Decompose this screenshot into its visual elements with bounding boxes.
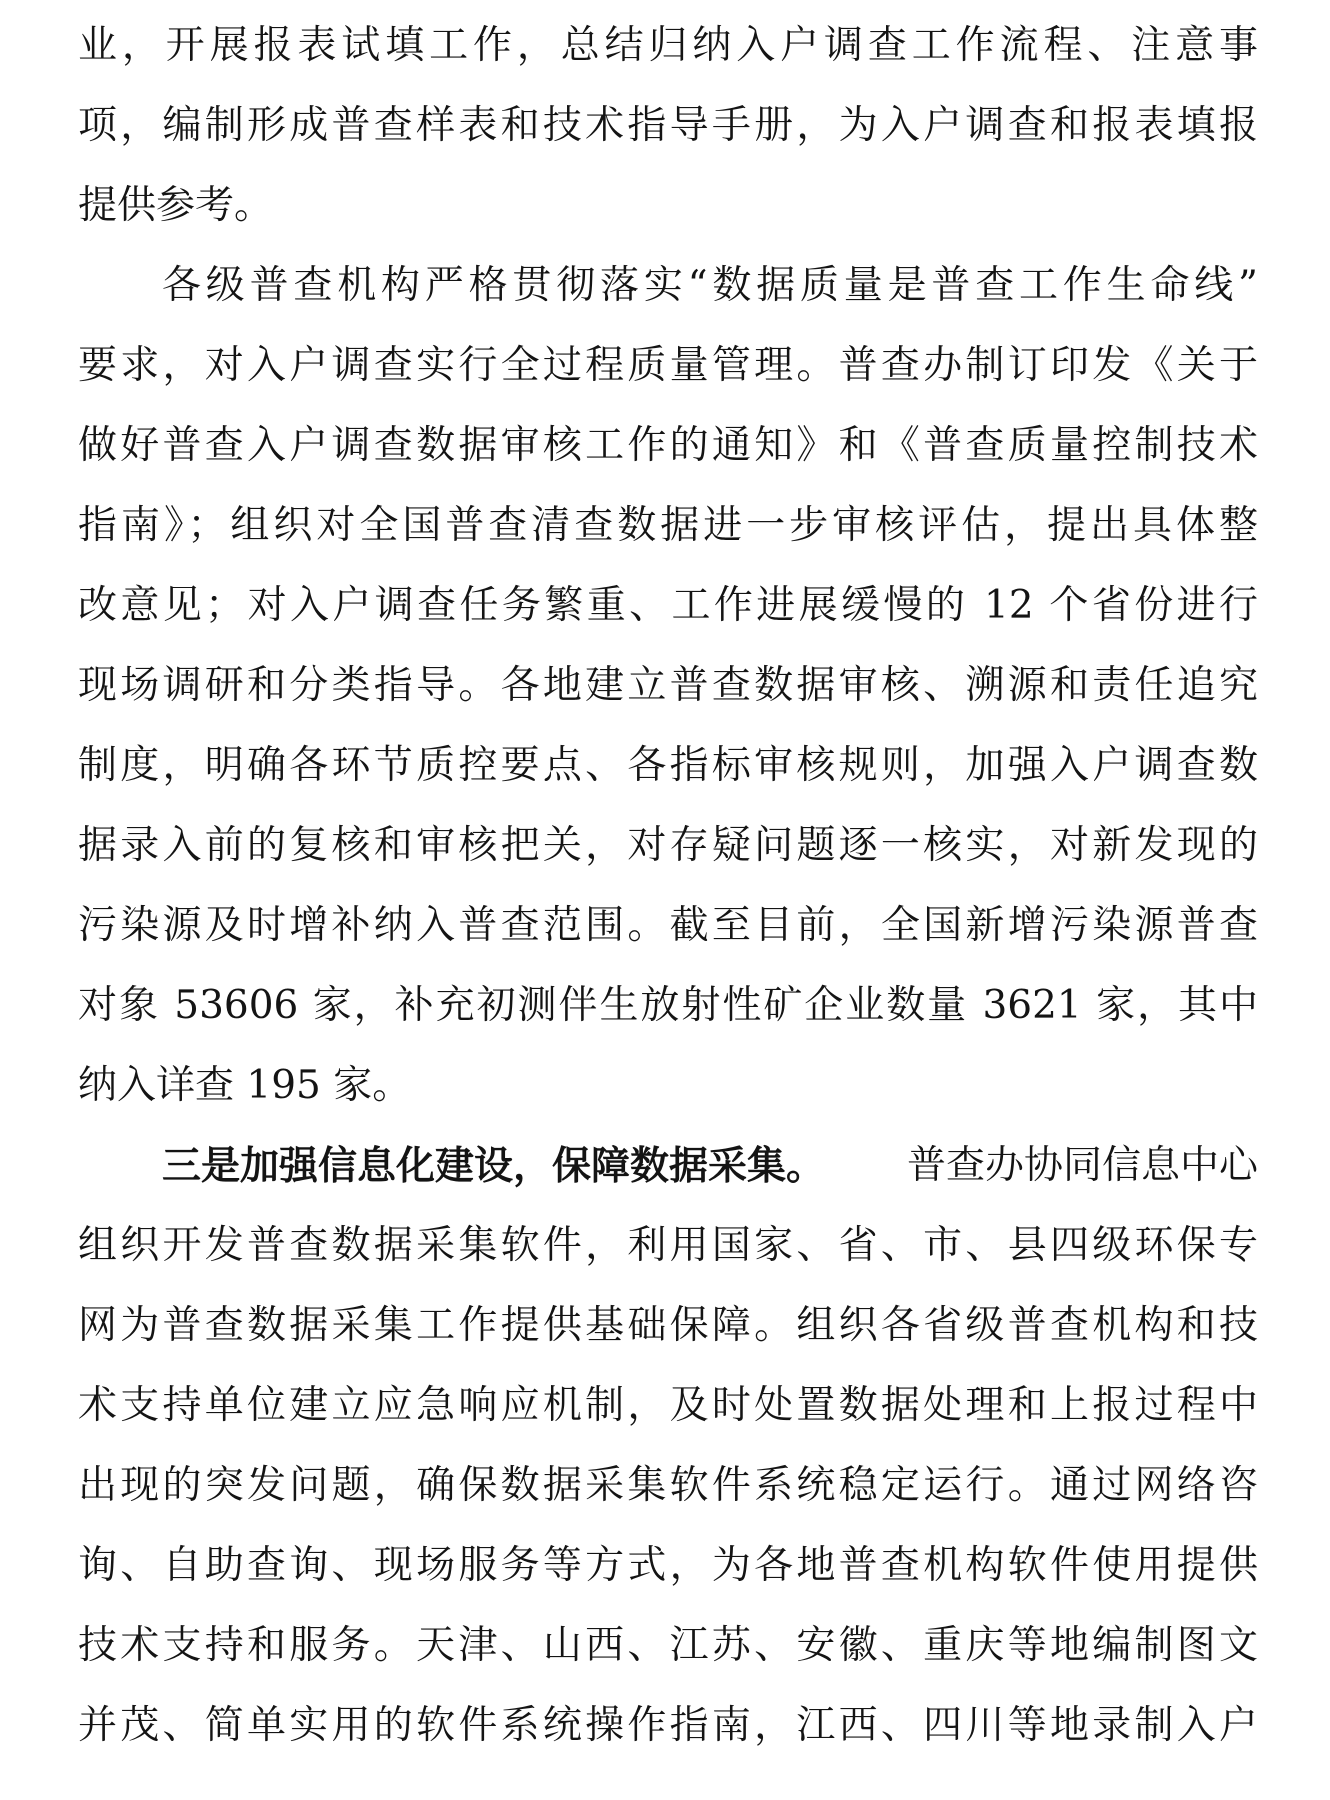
- text-line: 提供参考。: [78, 183, 274, 228]
- text-line: 询、自助查询、现场服务等方式，为各地普查机构软件使用提供: [78, 1543, 1258, 1588]
- text-line: 并茂、简单实用的软件系统操作指南，江西、四川等地录制入户: [78, 1703, 1258, 1748]
- text-line: 要求，对入户调查实行全过程质量管理。普查办制订印发《关于: [78, 343, 1258, 388]
- text-line: 业，开展报表试填工作，总结归纳入户调查工作流程、注意事: [78, 23, 1258, 68]
- text-line: 技术支持和服务。天津、山西、江苏、安徽、重庆等地编制图文: [78, 1623, 1258, 1668]
- text-line: 改意见；对入户调查任务繁重、工作进展缓慢的 12 个省份进行: [78, 583, 1258, 628]
- text-line: 指南》；组织对全国普查清查数据进一步审核评估，提出具体整: [78, 503, 1258, 548]
- text-line: 各级普查机构严格贯彻落实“数据质量是普查工作生命线”: [162, 263, 1258, 308]
- section-heading: 三是加强信息化建设，保障数据采集。: [162, 1143, 826, 1189]
- text-line: 据录入前的复核和审核把关，对存疑问题逐一核实，对新发现的: [78, 823, 1258, 868]
- text-line: 对象 53606 家，补充初测伴生放射性矿企业数量 3621 家，其中: [78, 983, 1258, 1028]
- text-line: 术支持单位建立应急响应机制，及时处置数据处理和上报过程中: [78, 1383, 1258, 1428]
- text-line: 做好普查入户调查数据审核工作的通知》和《普查质量控制技术: [78, 423, 1258, 468]
- section-line: [162, 1141, 1258, 1191]
- text-line: 制度，明确各环节质控要点、各指标审核规则，加强入户调查数: [78, 743, 1258, 788]
- text-line: 网为普查数据采集工作提供基础保障。组织各省级普查机构和技: [78, 1303, 1258, 1348]
- text-line: 组织开发普查数据采集软件，利用国家、省、市、县四级环保专: [78, 1223, 1258, 1268]
- text-fragment: 普查办协同信息中心: [906, 1143, 1258, 1188]
- text-line: 污染源及时增补纳入普查范围。截至目前，全国新增污染源普查: [78, 903, 1258, 948]
- text-line: 出现的突发问题，确保数据采集软件系统稳定运行。通过网络咨: [78, 1463, 1258, 1508]
- text-line: 现场调研和分类指导。各地建立普查数据审核、溯源和责任追究: [78, 663, 1258, 708]
- text-line: 项，编制形成普查样表和技术指导手册，为入户调查和报表填报: [78, 103, 1258, 148]
- text-line: 纳入详查 195 家。: [78, 1063, 412, 1108]
